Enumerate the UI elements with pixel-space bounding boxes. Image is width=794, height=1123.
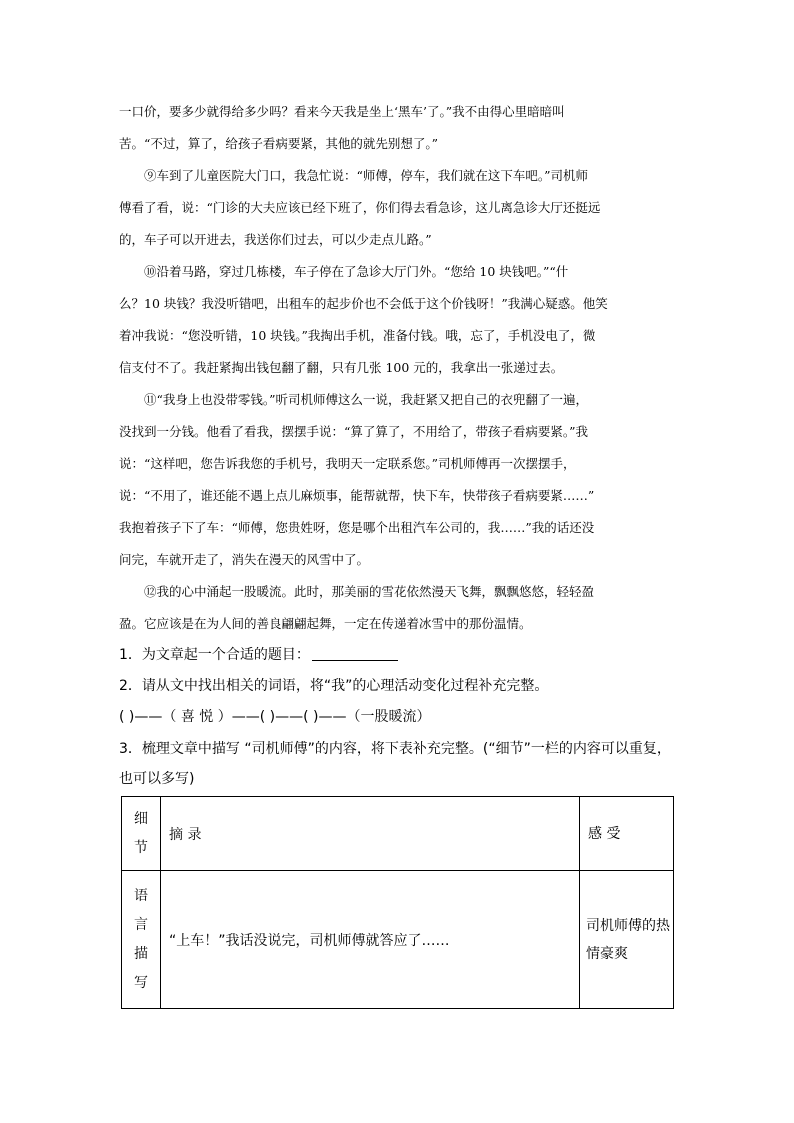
paragraph-9-line: ⑨车到了儿童医院大门口，我急忙说：“师傅，停车，我们就在这下车吧。”司机师 bbox=[144, 168, 589, 183]
paragraph-11-line: 说：“不用了，谁还能不遇上点儿麻烦事，能帮就帮，快下车，快带孩子看病要紧……” bbox=[119, 488, 595, 503]
row-feeling: 司机师傅的热情豪爽 bbox=[580, 871, 674, 1009]
header-feeling: 感 受 bbox=[580, 797, 674, 871]
paragraph-11-line: ⑪“我身上也没带零钱。”听司机师傅这么一说，我赶紧又把自己的衣兜翻了一遍， bbox=[144, 392, 589, 407]
header-detail: 细节 bbox=[122, 797, 161, 871]
header-excerpt: 摘 录 bbox=[161, 797, 580, 871]
answer-blank[interactable] bbox=[312, 646, 398, 661]
table-header-row bbox=[122, 797, 674, 871]
paragraph-10-line: 么？10 块钱？我没听错吧，出租车的起步价也不会低于这个价钱呀！”我满心疑惑。他笑 bbox=[119, 296, 608, 311]
text-line: 一口价，要多少就得给多少吗？看来今天我是坐上‘黑车’了。”我不由得心里暗暗叫 bbox=[119, 104, 565, 119]
answer-table bbox=[121, 796, 674, 1009]
paragraph-10-line: 信支付不了。我赶紧掏出钱包翻了翻，只有几张 100 元的，我拿出一张递过去。 bbox=[119, 360, 564, 375]
paragraph-11-line: 问完，车就开走了，消失在漫天的风雪中了。 bbox=[119, 552, 370, 567]
paragraph-9-line: 傅看了看，说：“门诊的大夫应该已经下班了，你们得去看急诊，这儿离急诊大厅还挺远 bbox=[119, 200, 601, 215]
paragraph-10-line: ⑩沿着马路，穿过几栋楼，车子停在了急诊大厅门外。“您给 10 块钱吧。”“什 bbox=[144, 264, 569, 279]
paragraph-12-line: ⑫我的心中涌起一股暖流。此时，那美丽的雪花依然漫天飞舞，飘飘悠悠，轻轻盈 bbox=[144, 584, 595, 599]
row-excerpt: “上车！”我话没说完，司机师傅就答应了…… bbox=[161, 871, 580, 1009]
question-3-line: 也可以多写) bbox=[119, 771, 195, 787]
paragraph-10-line: 着冲我说：“您没听错，10 块钱。”我掏出手机，准备付钱。哦，忘了，手机没电了，微 bbox=[119, 328, 596, 343]
question-2: 2．请从文中找出相关的词语，将“我”的心理活动变化过程补充完整。 bbox=[119, 678, 549, 694]
paragraph-9-line: 的，车子可以开进去，我送你们过去，可以少走点儿路。” bbox=[119, 232, 432, 247]
table-row bbox=[122, 871, 674, 1009]
paragraph-11-line: 我抱着孩子下了车：“师傅，您贵姓呀，您是哪个出租汽车公司的，我……”我的话还没 bbox=[119, 520, 595, 535]
question-3-line: 3．梳理文章中描写 “司机师傅”的内容，将下表补充完整。(“细节”一栏的内容可以重复， bbox=[119, 741, 671, 757]
row-detail: 语言描写 bbox=[122, 871, 161, 1009]
question-1 bbox=[119, 640, 398, 670]
text-line: 苦。“不过，算了，给孩子看病要紧，其他的就先别想了。” bbox=[119, 136, 439, 151]
paragraph-12-line: 盈。它应该是在为人间的善良翩翩起舞，一定在传递着冰雪中的那份温情。 bbox=[119, 616, 532, 631]
question-2-chain: ( )——（ 喜 悦 ）——( )——( )——（一股暖流） bbox=[119, 709, 431, 725]
paragraph-11-line: 没找到一分钱。他看了看我，摆摆手说：“算了算了，不用给了，带孩子看病要紧。”我 bbox=[119, 424, 589, 439]
question-1-text: 1．为文章起一个合适的题目： bbox=[119, 647, 310, 663]
paragraph-11-line: 说：“这样吧，您告诉我您的手机号，我明天一定联系您。”司机师傅再一次摆摆手， bbox=[119, 456, 576, 471]
